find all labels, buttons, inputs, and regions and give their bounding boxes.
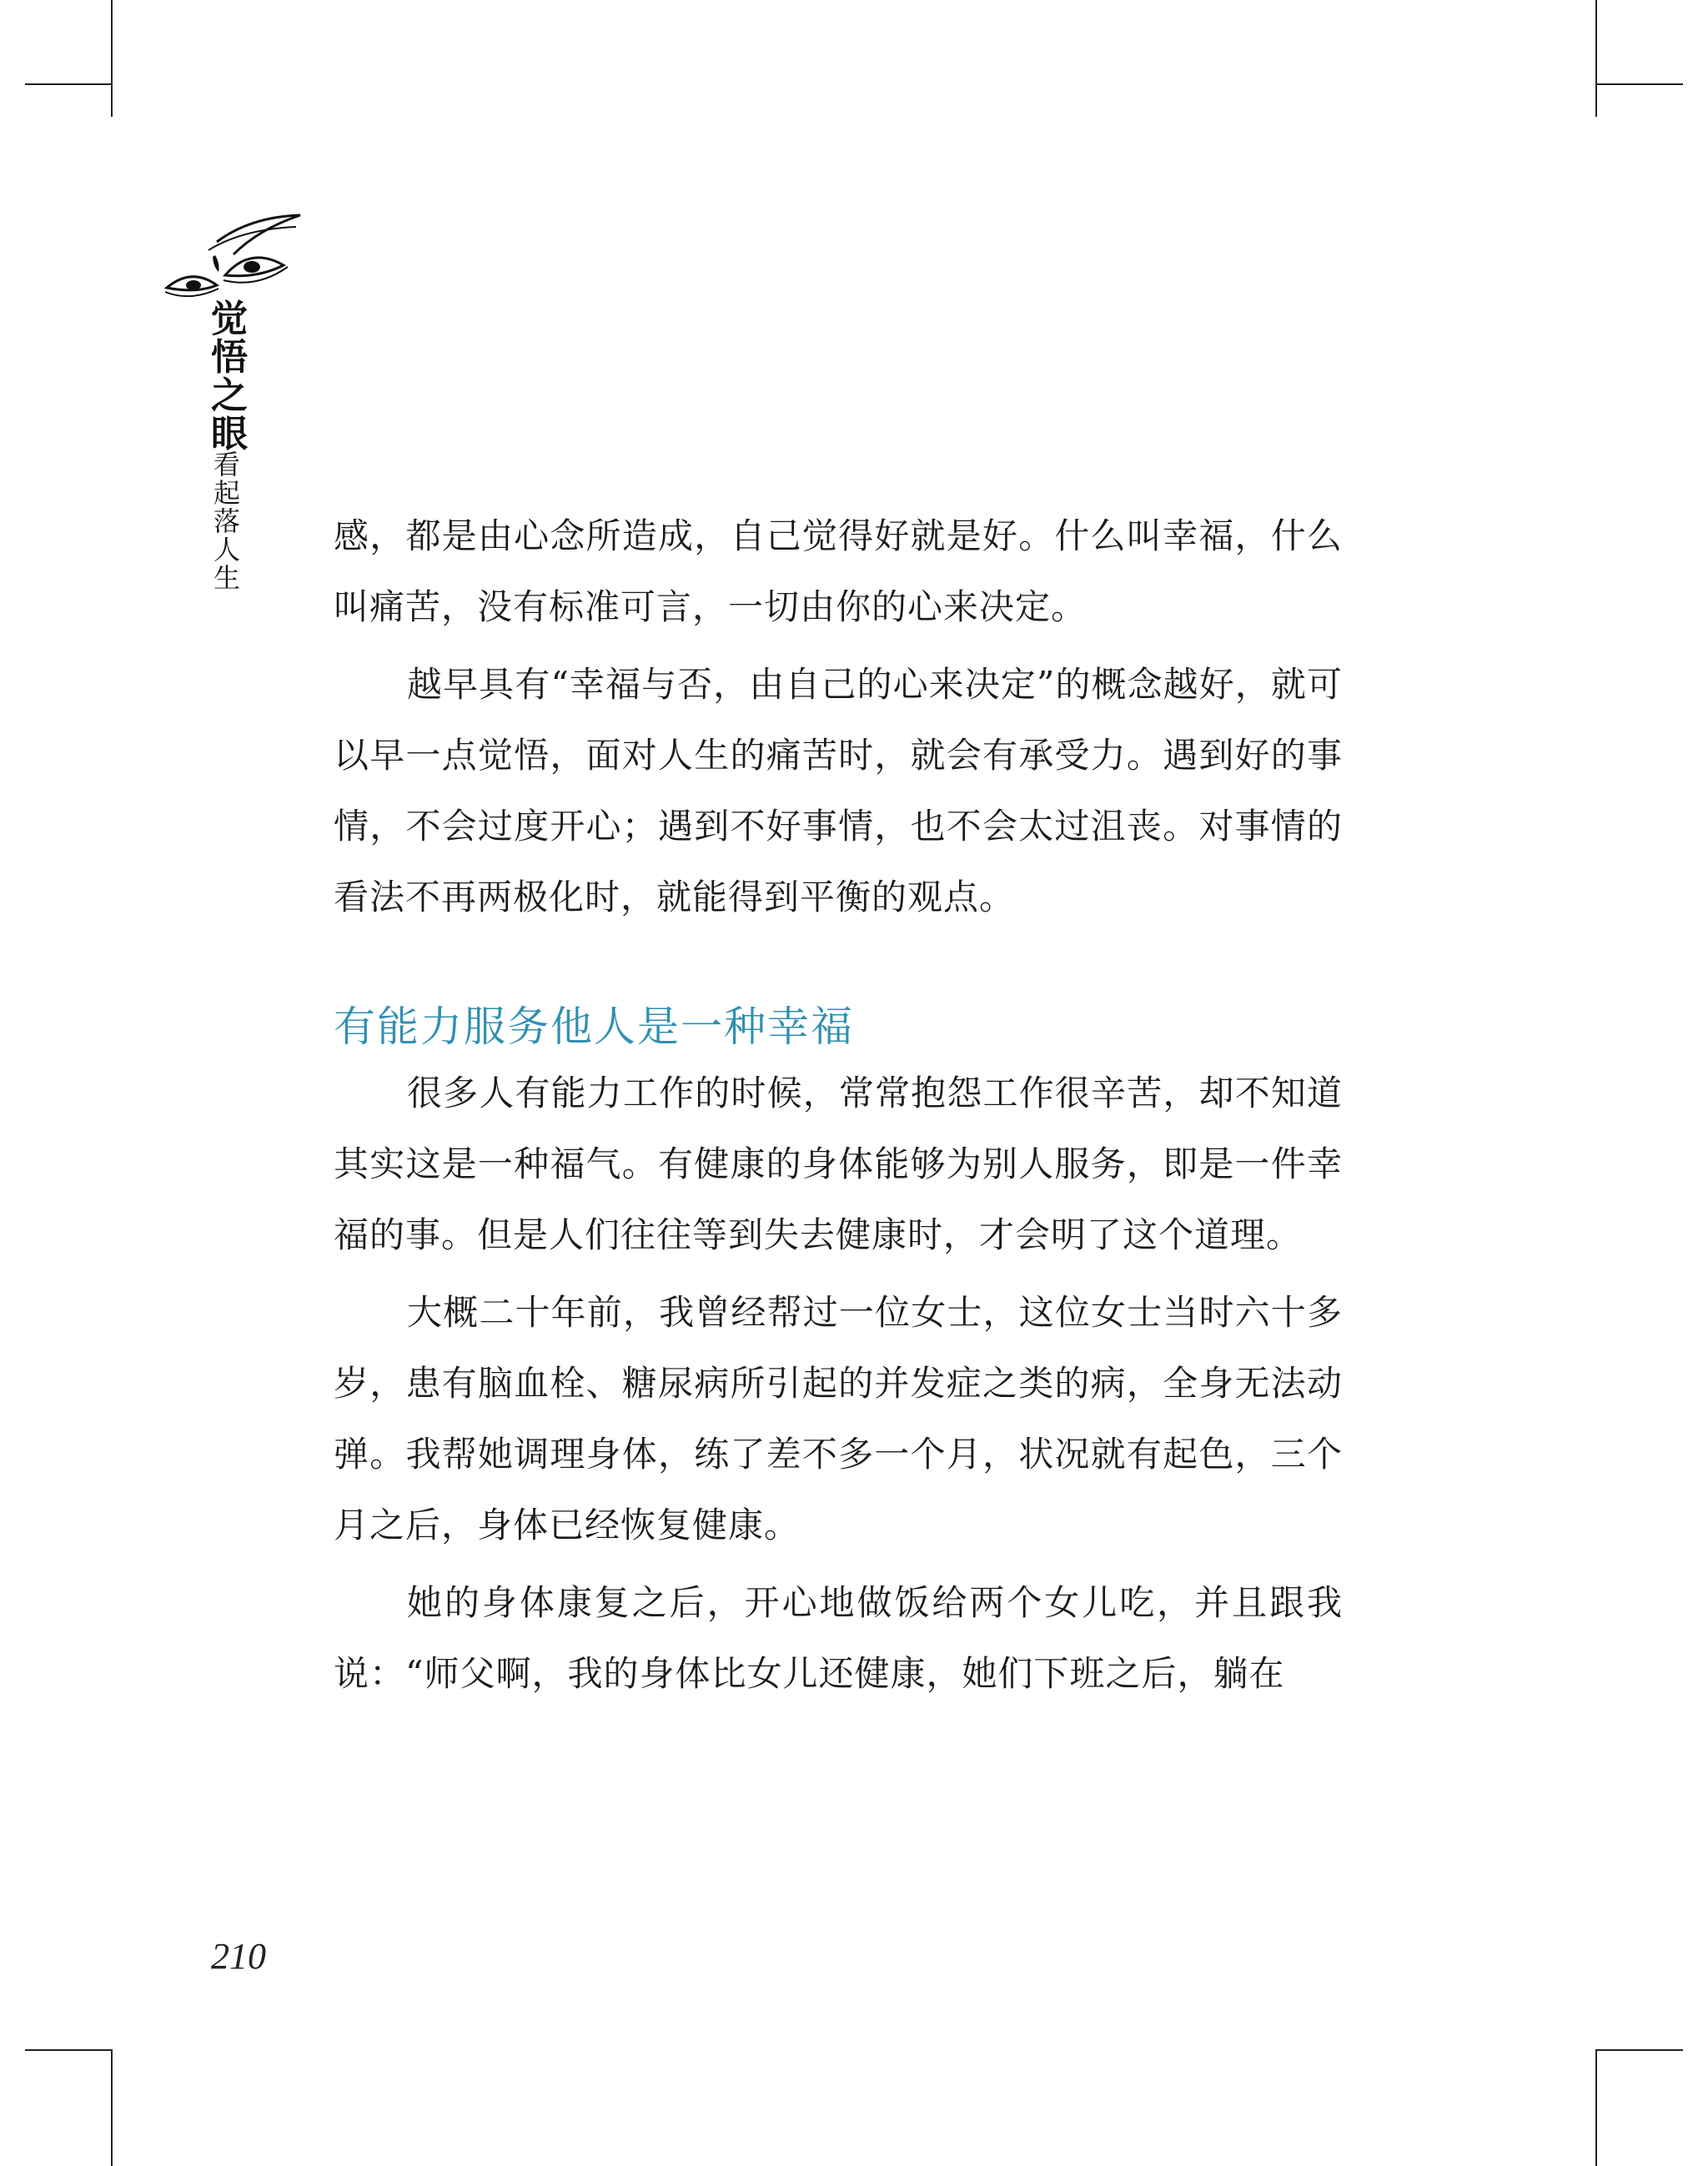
paragraph-continued: 感，都是由心念所造成，自己觉得好就是好。什么叫幸福，什么叫痛苦，没有标准可言，一切由你的心来决定。 (334, 515, 1343, 627)
section-heading: 有能力服务他人是一种幸福 (334, 1003, 854, 1051)
page-number: 210 (211, 1936, 266, 1977)
paragraph: 她的身体康复之后，开心地做饭给两个女儿吃，并且跟我说：“师父啊，我的身体比女儿还健康，她们下班之后，躺在 (334, 1582, 1343, 1694)
paragraph: 越早具有“幸福与否，由自己的心来决定”的概念越好，就可以早一点觉悟，面对人生的痛苦时，就会有承受力。遇到好的事情，不会过度开心；遇到不好事情，也不会太过沮丧。对事情的看法不再两极化时，就能得到平衡的观点。 (334, 664, 1343, 917)
crop-mark-top-right-h (1595, 83, 1683, 85)
page-content (334, 500, 1343, 1709)
book-title: 觉悟之眼 (211, 298, 248, 455)
crop-mark-top-right-v (1595, 0, 1597, 117)
crop-mark-bottom-right-h (1595, 2049, 1683, 2051)
crop-mark-bottom-left-h (25, 2049, 113, 2051)
crop-mark-bottom-right-v (1595, 2049, 1597, 2166)
paragraph: 很多人有能力工作的时候，常常抱怨工作很辛苦，却不知道其实这是一种福气。有健康的身体能够为别人服务，即是一件幸福的事。但是人们往往等到失去健康时，才会明了这个道理。 (334, 1073, 1343, 1255)
crop-mark-top-left-v (111, 0, 113, 117)
book-subtitle: 看起落人生 (213, 449, 240, 594)
crop-mark-top-left-h (25, 83, 113, 85)
crop-mark-bottom-left-v (111, 2049, 113, 2166)
paragraph: 大概二十年前，我曾经帮过一位女士，这位女士当时六十多岁，患有脑血栓、糖尿病所引起的并发症之类的病，全身无法动弹。我帮她调理身体，练了差不多一个月，状况就有起色，三个月之后，身体已经恢复健康。 (334, 1292, 1343, 1545)
